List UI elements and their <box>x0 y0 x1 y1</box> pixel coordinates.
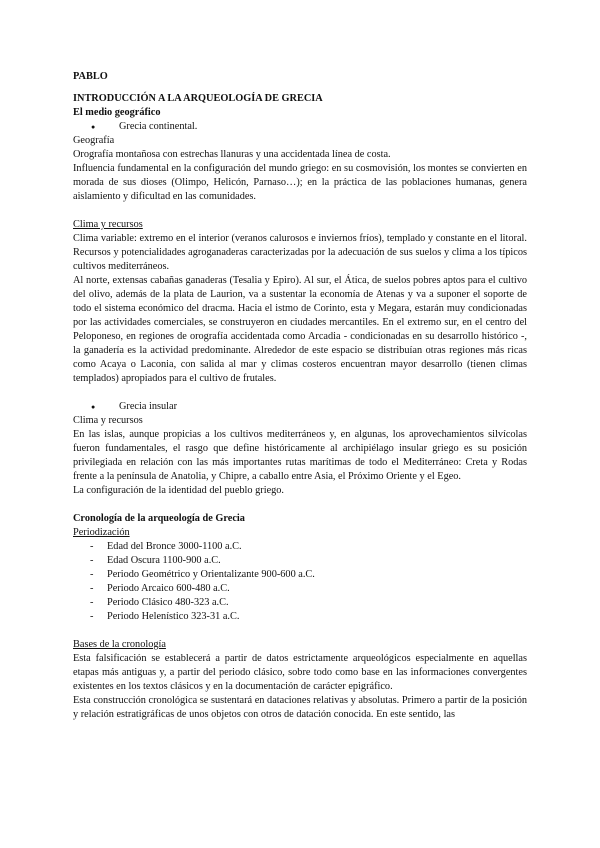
paragraph-regiones: Al norte, extensas cabañas ganaderas (Tesalia y Epiro). Al sur, el Ática, de suelos pobres aptos para el cultivo del olivo, además de la plata de Laurion, va a sustentar la economía de Atenas y va a suponer el soporte de todo el sistema económico del dracma. Hacia el istmo de Corinto, esta y Megara, estarán muy condicionadas por las actividades comerciales, se construyeron en ciudades mercantiles. En el extremo sur, en el centro del Peloponeso, en regiones de orografía accidentada como Arcadia - condicionadas en su desarrollo histórico -, la ganadería es la actividad predominante. Alrededor de este espacio se distribuían otras regiones más ricas como Acaya o Laconia, con salida al mar y climas costeros encuentran mayor desarrollo (tienen climas templados) apropiados para el cultivo de frutales. <box>73 275 527 384</box>
paragraph-islas: En las islas, aunque propicias a los cultivos mediterráneos y, en algunas, los aprovechamientos silvícolas fueron fundamentales, el rasgo que define históricamente al archipiélago insular griego es su posición privilegiada en relación con las más importantes rutas marítimas de todo el Mediterráneo: Creta y Rodas frente a la península de Anatolia, y Chipre, a caballo entre Asia, el Próximo Oriente y el Egeo. <box>73 429 527 482</box>
bullet-grecia-continental: ● Grecia continental. <box>73 120 527 134</box>
subheading-geografia: Geografía <box>73 135 115 146</box>
period-item: - Periodo Geométrico y Orientalizante 900-600 a.C. <box>73 568 527 582</box>
document-page <box>73 70 527 722</box>
period-list <box>73 540 527 624</box>
subheading-bases-cronologia: Bases de la cronología <box>73 639 166 650</box>
period-item: - Periodo Clásico 480-323 a.C. <box>73 596 527 610</box>
subheading-clima-recursos: Clima y recursos <box>73 219 143 230</box>
paragraph-clima: Clima variable: extremo en el interior (veranos calurosos e inviernos fríos), templado y constante en el litoral. Recursos y potencialidades agroganaderas caracterizadas por la adecuación de sus suelos y clima a los típicos cultivos mediterráneos. <box>73 233 527 272</box>
paragraph-falsificacion: Esta falsificación se establecerá a partir de datos estrictamente arqueológicos especialmente en aquellas etapas más antiguas y, a partir del periodo clásico, sobre todo como base en las informaciones convergentes existentes en los textos clásicos y en la documentación de carácter epigráfico. <box>73 653 527 692</box>
subheading-periodizacion: Periodización <box>73 527 130 538</box>
bullet-grecia-insular: ● Grecia insular <box>73 400 527 414</box>
period-item: - Periodo Arcaico 600-480 a.C. <box>73 582 527 596</box>
document-title: INTRODUCCIÓN A LA ARQUEOLOGÍA DE GRECIA <box>73 93 323 104</box>
bullet-list-insular <box>73 400 527 414</box>
section-heading-cronologia: Cronología de la arqueología de Grecia <box>73 513 245 524</box>
subheading-clima-recursos-insular: Clima y recursos <box>73 415 143 426</box>
bullet-list-continental <box>73 120 527 134</box>
section-heading-medio: El medio geográfico <box>73 107 161 118</box>
period-item: - Edad Oscura 1100-900 a.C. <box>73 554 527 568</box>
paragraph-identidad: La configuración de la identidad del pueblo griego. <box>73 485 285 496</box>
paragraph-construccion: Esta construcción cronológica se sustentará en dataciones relativas y absolutas. Primero a partir de la posición y relación estratigráficas de unos objetos con otros de datación conocida. En este sentido, las <box>73 695 527 720</box>
author-name: PABLO <box>73 71 108 82</box>
paragraph-influencia: Influencia fundamental en la configuración del mundo griego: en su cosmovisión, los montes se convierten en morada de sus dioses (Olimpo, Helicón, Parnaso…); en la práctica de las poblaciones humanas, genera aislamiento y dificultad en las comunidades. <box>73 163 527 202</box>
period-item: - Periodo Helenístico 323-31 a.C. <box>73 610 527 624</box>
paragraph-orografia: Orografía montañosa con estrechas llanuras y una accidentada línea de costa. <box>73 149 391 160</box>
period-item: - Edad del Bronce 3000-1100 a.C. <box>73 540 527 554</box>
